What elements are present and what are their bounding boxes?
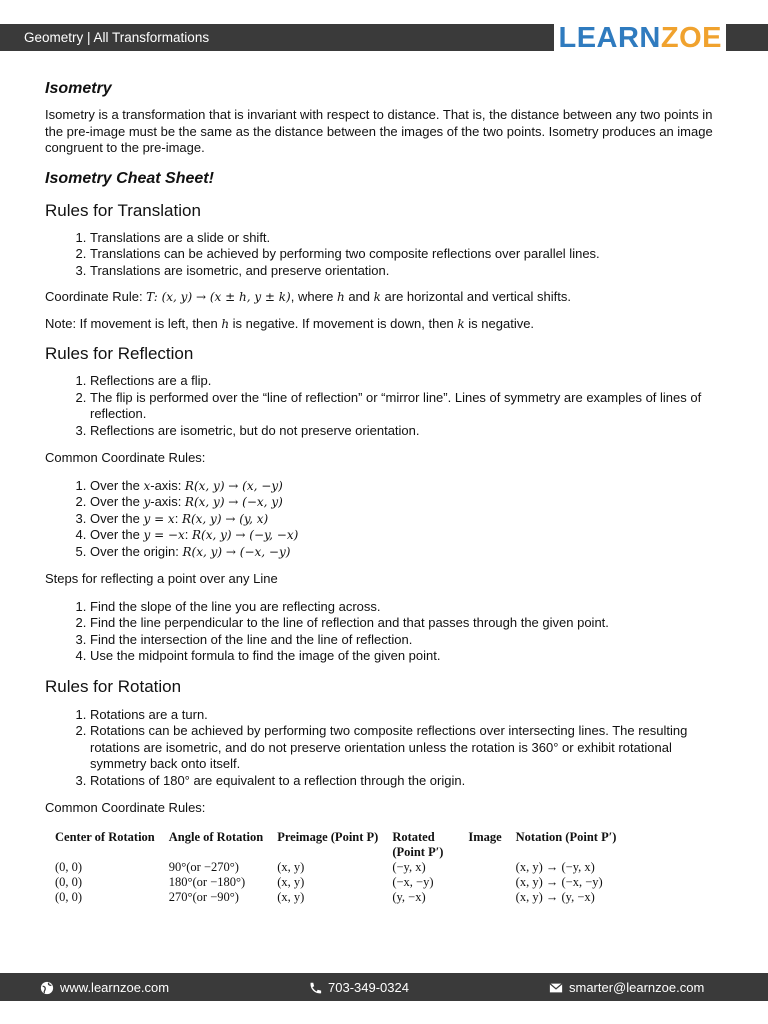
translation-coordinate-rule: Coordinate Rule: T: (x, y) → (x ± h, y ± k), where h and k are horizontal and vertical shifts.: [45, 289, 571, 304]
table-header-row: [55, 830, 630, 860]
list-item: 2. The flip is performed over the “line of reflection” or “mirror line”. Lines of symmetry are examples of lines of reflection.: [90, 390, 725, 423]
list-item: 5. Over the origin: R(x, y) → (−x, −y): [90, 544, 725, 561]
cheat-sheet-title: Isometry Cheat Sheet!: [45, 169, 214, 187]
rotation-table: [55, 830, 630, 905]
reflection-steps-label: Steps for reflecting a point over any Line: [45, 571, 278, 586]
table-header: Notation (Point P′): [515, 829, 617, 844]
globe-icon: [40, 981, 54, 995]
footer-bar: [0, 973, 768, 1001]
list-item: 2. Rotations can be achieved by performing two composite reflections over intersecting lines. The resulting rotations are isometric, and do not preserve orientation unless the rotation is 360° or exhibit rotational symmetry back onto itself.: [90, 723, 725, 773]
list-item: 3. Find the intersection of the line and the line of reflection.: [90, 632, 725, 649]
rotation-heading: Rules for Rotation: [45, 676, 182, 696]
translation-note: Note: If movement is left, then h is negative. If movement is down, then k is negative.: [45, 315, 535, 331]
table-row: (0, 0) 90°(or −270°) (x, y) (−y, x) (x, y) → (−y, x): [55, 859, 595, 874]
list-item: 1. Find the slope of the line you are reflecting across.: [90, 599, 725, 616]
list-item: 2. Find the line perpendicular to the line of reflection and that passes through the given point.: [90, 615, 725, 632]
list-item: 3. Over the y = x: R(x, y) → (y, x): [90, 511, 725, 528]
reflection-steps-list: [45, 599, 725, 665]
isometry-paragraph: Isometry is a transformation that is invariant with respect to distance. That is, the distance between any two points in the pre-image must be the same as the distance between the images of the two points. Isometry produces an image congruent to the pre-image.: [45, 107, 713, 155]
reflection-rules-list: [45, 478, 725, 561]
learnzoe-logo[interactable]: LEARNZOE: [554, 22, 726, 54]
list-item: 1. Over the x-axis: R(x, y) → (x, −y): [90, 478, 725, 495]
list-item: 4. Use the midpoint formula to find the image of the given point.: [90, 648, 725, 665]
table-header: Preimage (Point P): [277, 829, 379, 844]
list-item: 4. Over the y = −x: R(x, y) → (−y, −x): [90, 527, 725, 544]
reflection-heading: Rules for Reflection: [45, 344, 194, 363]
translation-list: [45, 230, 725, 280]
list-item: 3. Rotations of 180° are equivalent to a reflection through the origin.: [90, 773, 725, 790]
list-item: 1. Reflections are a flip.: [90, 373, 725, 390]
breadcrumb: Geometry | All Transformations: [24, 30, 210, 45]
list-item: 1. Translations are a slide or shift.: [90, 230, 725, 247]
table-row: (0, 0) 180°(or −180°) (x, y) (−x, −y) (x, y) → (−x, −y): [55, 874, 603, 889]
table-header: Center of Rotation: [55, 829, 155, 844]
list-item: 2. Over the y-axis: R(x, y) → (−x, y): [90, 494, 725, 511]
list-item: 1. Rotations are a turn.: [90, 707, 725, 724]
table-header: Angle of Rotation: [168, 829, 264, 844]
table-row: (0, 0) 270°(or −90°) (x, y) (y, −x) (x, y) → (y, −x): [55, 889, 595, 904]
reflection-list: [45, 373, 725, 439]
list-item: 3. Reflections are isometric, but do not preserve orientation.: [90, 423, 725, 440]
table-header: Rotated (Point P′): [392, 829, 444, 859]
footer-phone[interactable]: 703-349-0324: [308, 980, 409, 995]
reflection-common-label: Common Coordinate Rules:: [45, 450, 206, 465]
list-item: 2. Translations can be achieved by performing two composite reflections over parallel lines.: [90, 246, 725, 263]
phone-icon: [308, 981, 322, 995]
footer-website[interactable]: www.learnzoe.com: [40, 980, 169, 995]
footer-email[interactable]: smarter@learnzoe.com: [549, 980, 704, 995]
table-header: Image: [468, 829, 502, 844]
rotation-list: [45, 707, 725, 790]
translation-heading: Rules for Translation: [45, 200, 201, 220]
rotation-common-label: Common Coordinate Rules:: [45, 800, 206, 815]
document-body: [45, 80, 725, 905]
list-item: 3. Translations are isometric, and preserve orientation.: [90, 263, 725, 280]
isometry-title: Isometry: [45, 80, 112, 97]
envelope-icon: [549, 981, 563, 995]
